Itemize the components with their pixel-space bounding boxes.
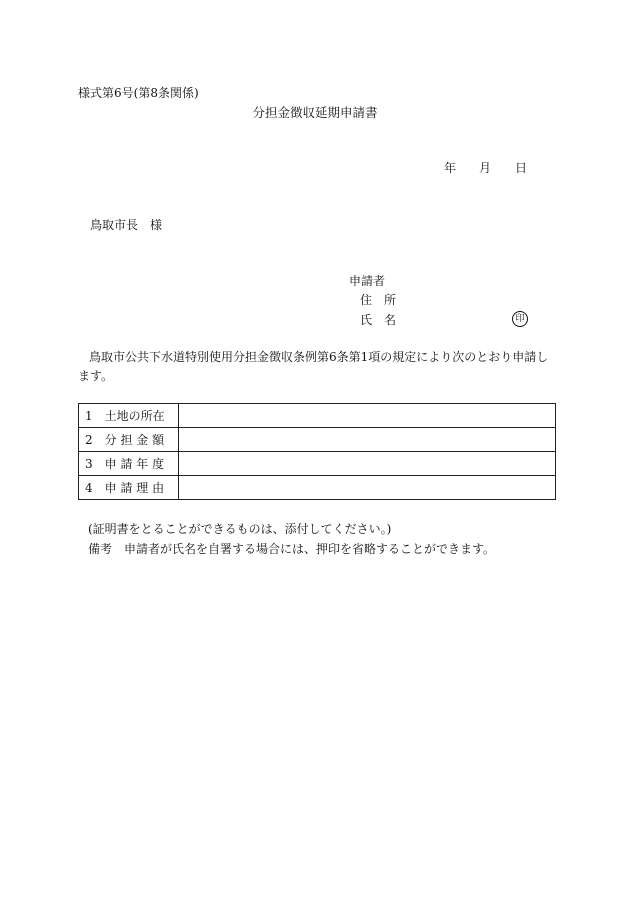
note-attachment: (証明書をとることができるものは、添付してください。)	[88, 522, 392, 536]
table-row	[79, 404, 556, 428]
item-label-location: 1 土地の所在	[79, 404, 179, 428]
name-label: 氏 名	[360, 313, 397, 327]
items-table	[78, 403, 556, 500]
table-row	[79, 476, 556, 500]
form-number: 様式第6号(第8条関係)	[78, 86, 199, 100]
item-value-year[interactable]	[179, 452, 556, 476]
item-value-location[interactable]	[179, 404, 556, 428]
item-value-amount[interactable]	[179, 428, 556, 452]
applicant-label: 申請者	[349, 274, 386, 288]
item-value-reason[interactable]	[179, 476, 556, 500]
item-label-reason: 4 申 請 理 由	[79, 476, 179, 500]
addressee: 鳥取市長 様	[90, 218, 163, 232]
body-text: 鳥取市公共下水道特別使用分担金徴収条例第6条第1項の規定により次のとおり申請します。	[78, 350, 549, 383]
date-day-label: 日	[515, 161, 528, 175]
table-row	[79, 428, 556, 452]
date-year-label: 年	[444, 161, 457, 175]
item-label-amount: 2 分 担 金 額	[79, 428, 179, 452]
note-remarks: 備考 申請者が氏名を自署する場合には、押印を省略することができます。	[88, 542, 496, 556]
document-title: 分担金徴収延期申請書	[252, 105, 378, 120]
item-label-year: 3 申 請 年 度	[79, 452, 179, 476]
address-label: 住 所	[360, 293, 397, 307]
date-month-label: 月	[479, 161, 492, 175]
seal-icon: 印	[512, 311, 528, 327]
table-row	[79, 452, 556, 476]
